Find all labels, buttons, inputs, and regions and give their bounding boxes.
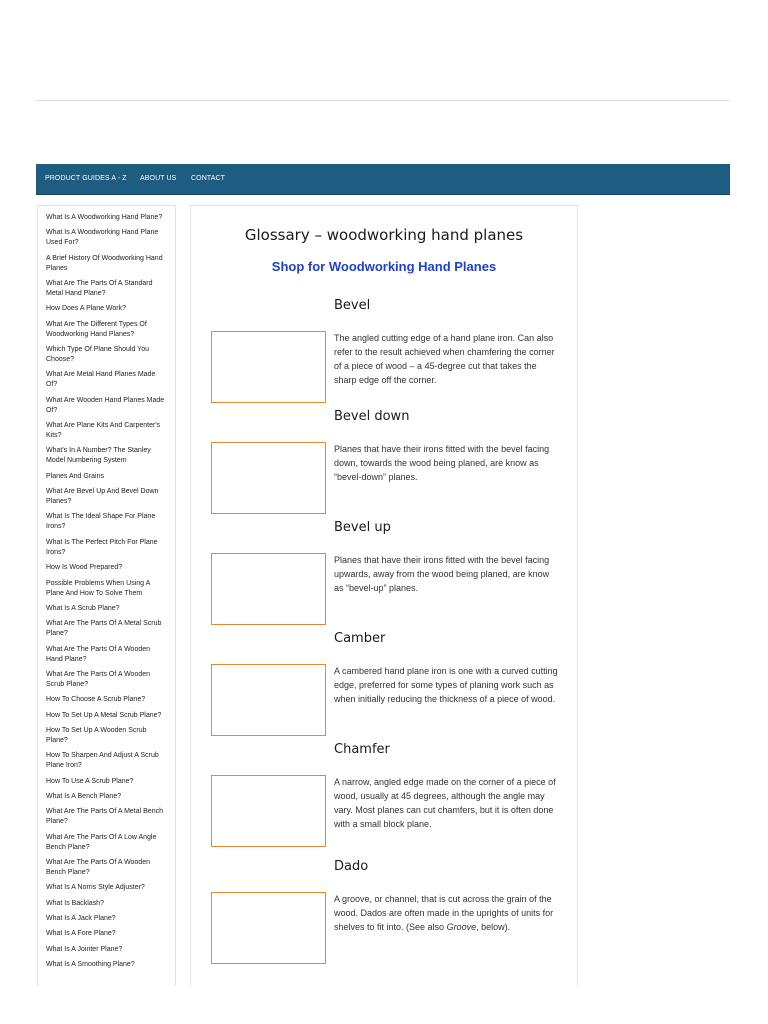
page-title: Glossary – woodworking hand planes [244, 226, 524, 244]
entry-description: Planes that have their irons fitted with the bevel facing down, towards the wood being planed, are know as “bevel-down” planes. [334, 444, 550, 482]
sidebar-link[interactable]: What Is A Woodworking Hand Plane Used For? [46, 229, 159, 247]
entry-heading: Bevel down [334, 409, 410, 424]
main-navigation [36, 164, 730, 195]
sidebar-link[interactable]: What Is A Woodworking Hand Plane? [46, 214, 163, 221]
sidebar-link[interactable]: What Is A Jack Plane? [46, 915, 116, 922]
sidebar-link-list [38, 206, 175, 970]
sidebar-link[interactable]: What Is A Smoothing Plane? [46, 961, 135, 969]
entry-image-placeholder [211, 553, 326, 625]
sidebar-menu [37, 205, 176, 986]
sidebar-link[interactable]: What Is The Ideal Shape For Plane Irons? [46, 513, 156, 531]
sidebar-link[interactable]: What Is The Perfect Pitch For Plane Irons? [46, 538, 158, 556]
entry-image-placeholder [211, 892, 326, 964]
sidebar-link[interactable]: What Is A Fore Plane? [46, 930, 116, 938]
sidebar-link[interactable]: What Are Plane Kits And Carpenter's Kits? [46, 422, 161, 440]
sidebar-link[interactable]: What Is A Norris Style Adjuster? [46, 884, 145, 892]
sidebar-link[interactable]: What Are The Parts Of A Metal Scrub Plane? [46, 620, 162, 638]
nav-about-us[interactable]: ABOUT US [140, 175, 177, 182]
glossary-entry-chamfer [211, 742, 561, 852]
entry-description: Planes that have their irons fitted with the bevel facing upwards, away from the wood being planed, are know as “bevel-up” planes. [334, 555, 550, 593]
sidebar-link[interactable]: Which Type Of Plane Should You Choose? [46, 346, 149, 364]
glossary-entry-bevel-down [211, 409, 561, 519]
sidebar-link[interactable]: How To Set Up A Metal Scrub Plane? [46, 711, 162, 719]
sidebar-link[interactable]: What Are The Parts Of A Metal Bench Plane? [46, 808, 163, 826]
sidebar-link[interactable]: What Are Bevel Up And Bevel Down Planes? [46, 488, 159, 506]
sidebar-link[interactable]: What Is Backlash? [46, 899, 104, 907]
sidebar-link[interactable]: How To Use A Scrub Plane? [46, 777, 134, 785]
groove-reference: Groove [446, 922, 477, 932]
sidebar-link[interactable]: What Are The Parts Of A Wooden Bench Plane? [46, 858, 151, 876]
nav-contact[interactable]: CONTACT [191, 175, 226, 182]
glossary-entry-bevel [211, 298, 561, 408]
glossary-content [190, 205, 578, 986]
sidebar-link[interactable]: What Is A Jointer Plane? [46, 945, 123, 953]
sidebar-link[interactable]: A Brief History Of Woodworking Hand Planes [46, 254, 163, 272]
entry-description: The angled cutting edge of a hand plane iron. Can also refer to the result achieved when chamfering the corner of a piece of wood – a 45-degree cut that takes the sharp edge off the corner. [334, 333, 555, 385]
sidebar-link[interactable]: How To Choose A Scrub Plane? [46, 696, 146, 704]
entry-heading: Dado [334, 859, 369, 874]
glossary-entry-dado [211, 859, 561, 969]
entry-heading: Chamfer [334, 742, 390, 757]
entry-text-end: , below). [476, 922, 511, 932]
glossary-entry-bevel-up [211, 520, 561, 630]
nav-product-guides[interactable]: PRODUCT GUIDES A - Z [45, 175, 127, 182]
entry-description: A narrow, angled edge made on the corner of a piece of wood, usually at 45 degrees, although the angle may vary. Most planes can cut chamfers, but it is often done with a small block plane. [334, 777, 556, 829]
entry-description: A cambered hand plane iron is one with a curved cutting edge, preferred for some types of planing work such as when initially reducing the thickness of a piece of wood. [334, 666, 558, 704]
entry-description [334, 892, 558, 934]
sidebar-link[interactable]: What Are Wooden Hand Planes Made Of? [46, 396, 165, 414]
glossary-entry-camber [211, 631, 561, 741]
entry-heading: Bevel up [334, 520, 391, 535]
entry-text-start: A groove, or channel, that is cut across the grain of the wood. Dados are often made in the uprights of units for shelves to fit into. (See also [334, 894, 554, 932]
sidebar-link[interactable]: Possible Problems When Using A Plane And How To Solve Them [46, 579, 150, 597]
sidebar-link[interactable]: How Is Wood Prepared? [46, 564, 123, 572]
sidebar-link[interactable]: What Are The Parts Of A Wooden Scrub Plane? [46, 670, 151, 688]
entry-heading: Bevel [334, 298, 371, 313]
header-divider [36, 100, 730, 101]
entry-image-placeholder [211, 442, 326, 514]
sidebar-link[interactable]: What Are The Parts Of A Wooden Hand Plane? [46, 645, 151, 663]
sidebar-link[interactable]: What's In A Number? The Stanley Model Numbering System [46, 447, 151, 465]
sidebar-link[interactable]: What Are The Different Types Of Woodworking Hand Planes? [46, 320, 147, 338]
entry-image-placeholder [211, 775, 326, 847]
entry-image-placeholder [211, 331, 326, 403]
sidebar-link[interactable]: What Is A Scrub Plane? [46, 604, 120, 612]
shop-hand-planes-link[interactable]: Shop for Woodworking Hand Planes [271, 259, 497, 274]
entry-image-placeholder [211, 664, 326, 736]
sidebar-link[interactable]: What Are Metal Hand Planes Made Of? [46, 371, 156, 389]
sidebar-link[interactable]: What Are The Parts Of A Low Angle Bench Plane? [46, 833, 157, 851]
sidebar-link[interactable]: Planes And Grains [46, 472, 104, 480]
sidebar-link[interactable]: How To Sharpen And Adjust A Scrub Plane Iron? [46, 752, 159, 770]
sidebar-link[interactable]: How Does A Plane Work? [46, 305, 127, 313]
sidebar-link[interactable]: What Is A Bench Plane? [46, 792, 122, 800]
sidebar-link[interactable]: How To Set Up A Wooden Scrub Plane? [46, 726, 147, 744]
sidebar-link[interactable]: What Are The Parts Of A Standard Metal Hand Plane? [46, 280, 153, 298]
entry-heading: Camber [334, 631, 386, 646]
